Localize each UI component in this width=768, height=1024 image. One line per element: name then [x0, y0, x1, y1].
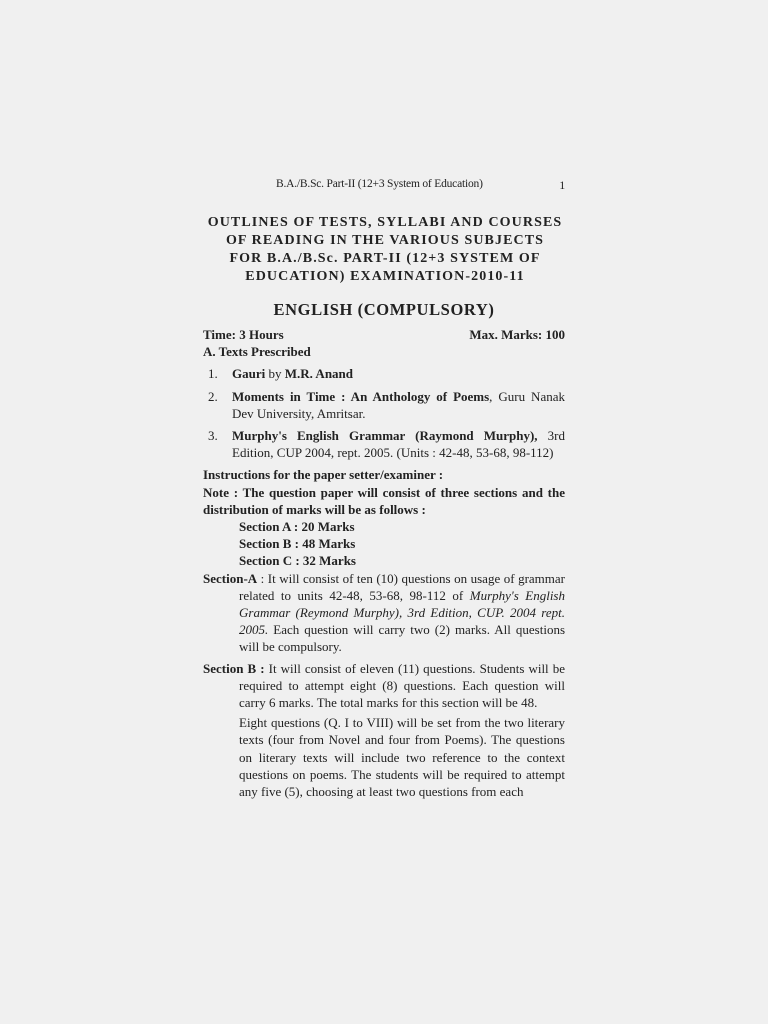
text-details: , Guru Nanak Dev University, Amritsar.: [232, 388, 565, 421]
title-line-4: EDUCATION) EXAMINATION-2010-11: [245, 269, 525, 284]
texts-heading: A. Texts Prescribed: [203, 344, 311, 360]
section-a-reference: Murphy's English Grammar (Reymond Murphy), 3rd Edition, CUP. 2004 rept. 2005.: [239, 587, 565, 638]
document-title: [190, 214, 580, 286]
item-number: 1.: [208, 366, 218, 382]
section-b-paragraph: Section B : It will consist of eleven (11) questions. Students will be required to attempt eight (8) questions. Each question will carry 6 marks. The total marks for this section will be 48.: [203, 660, 565, 711]
note-paragraph: Note : The question paper will consist of three sections and the distribution of marks will be as follows :: [203, 484, 565, 517]
section-a-paragraph: Section-A : It will consist of ten (10) questions on usage of grammar related to units 42-48, 53-68, 98-112 of Murphy's English Grammar (Reymond Murphy), 3rd Edition, CUP. 2004 rept. 2005. Each question will carry two (2) marks. All questions will be compulsory.: [203, 570, 565, 655]
max-marks-label: Max. Marks: 100: [469, 327, 565, 342]
title-line-2: OF READING IN THE VARIOUS SUBJECTS: [225, 233, 545, 248]
subject-heading: ENGLISH (COMPULSORY): [273, 300, 495, 319]
text-title: Moments in Time : An Anthology of Poems: [232, 388, 490, 404]
text-title: Murphy's English Grammar (Raymond Murphy),: [232, 428, 538, 444]
text-details: 3rd Edition, CUP 2004, rept. 2005. (Units : 42-48, 53-68, 98-112): [232, 428, 565, 461]
instructions-heading: Instructions for the paper setter/examiner :: [203, 467, 444, 483]
time-label: Time: 3 Hours: [203, 327, 284, 342]
section-b-paragraph-2: Eight questions (Q. I to VIII) will be set from the two literary texts (four from Novel and four from Poems). The questions on literary texts will include two reference to the context questions on poems. The students will be required to attempt any five (5), choosing at least two questions from each: [239, 715, 565, 800]
text-title: Gauri: [232, 366, 266, 382]
text-item-2: [203, 388, 565, 422]
title-line-3: FOR B.A./B.Sc. PART-II (12+3 SYSTEM OF: [229, 251, 541, 266]
title-line-1: OUTLINES OF TESTS, SYLLABI AND COURSES: [207, 215, 563, 230]
section-a-label: Section-A: [203, 570, 258, 586]
section-b-marks: Section B : 48 Marks: [239, 536, 356, 552]
section-c-marks: Section C : 32 Marks: [239, 553, 356, 569]
time-marks-row: [203, 326, 565, 343]
text-item-1: [203, 365, 565, 382]
running-title: B.A./B.Sc. Part-II (12+3 System of Education): [276, 178, 483, 190]
item-number: 3.: [208, 428, 218, 444]
page-number: 1: [559, 178, 565, 192]
section-a-marks: Section A : 20 Marks: [239, 519, 355, 535]
content-body: [203, 326, 565, 800]
text-author: M.R. Anand: [284, 366, 354, 382]
text-by: by: [265, 366, 285, 382]
text-item-3: [203, 427, 565, 461]
item-number: 2.: [208, 388, 218, 404]
section-b-label: Section B :: [203, 660, 265, 676]
